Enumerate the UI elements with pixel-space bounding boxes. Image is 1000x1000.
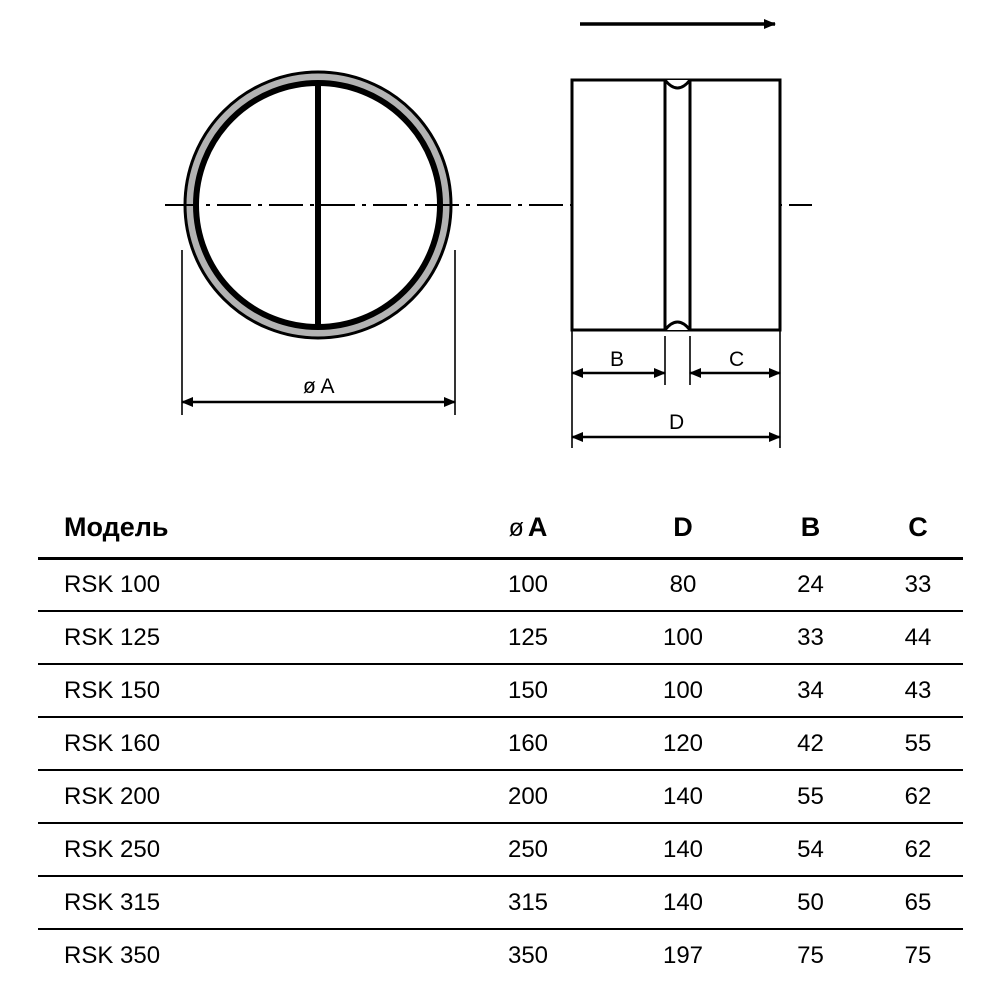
side-view-sleeve bbox=[572, 80, 780, 330]
cell-c: 65 bbox=[873, 876, 963, 929]
cell-a: 100 bbox=[438, 558, 618, 611]
table-header-row bbox=[38, 498, 963, 558]
cell-d: 140 bbox=[618, 876, 748, 929]
cell-a: 125 bbox=[438, 611, 618, 664]
table-row bbox=[38, 876, 963, 929]
cell-a: 150 bbox=[438, 664, 618, 717]
cell-b: 33 bbox=[748, 611, 873, 664]
cell-b: 54 bbox=[748, 823, 873, 876]
diameter-symbol: ø bbox=[508, 513, 524, 542]
cell-model: RSK 100 bbox=[38, 558, 438, 611]
cell-b: 55 bbox=[748, 770, 873, 823]
cell-d: 80 bbox=[618, 558, 748, 611]
label-d: D bbox=[669, 411, 685, 434]
cell-a: 200 bbox=[438, 770, 618, 823]
cell-d: 100 bbox=[618, 611, 748, 664]
specification-table bbox=[38, 498, 963, 982]
column-header-a-letter: A bbox=[527, 511, 548, 542]
label-c: C bbox=[729, 348, 745, 371]
cell-a: 350 bbox=[507, 942, 549, 969]
cell-d: 140 bbox=[618, 770, 748, 823]
cell-d: 120 bbox=[618, 717, 748, 770]
cell-b: 42 bbox=[748, 717, 873, 770]
cell-c: 33 bbox=[873, 558, 963, 611]
cell-a: 160 bbox=[438, 717, 618, 770]
cell-b: 50 bbox=[748, 876, 873, 929]
table-row bbox=[38, 929, 963, 982]
cell-model: RSK 350 bbox=[64, 942, 161, 969]
cell-b: 24 bbox=[748, 558, 873, 611]
table-row bbox=[38, 823, 963, 876]
cell-model: RSK 150 bbox=[38, 664, 438, 717]
table-row bbox=[38, 558, 963, 611]
cell-d: 100 bbox=[618, 664, 748, 717]
cell-a: 315 bbox=[438, 876, 618, 929]
table-row bbox=[38, 611, 963, 664]
cell-c: 62 bbox=[873, 770, 963, 823]
table-row bbox=[38, 717, 963, 770]
cell-b: 34 bbox=[748, 664, 873, 717]
column-header-model: Модель bbox=[38, 498, 438, 558]
cell-c: 44 bbox=[873, 611, 963, 664]
cell-a: 250 bbox=[438, 823, 618, 876]
cell-model: RSK 200 bbox=[38, 770, 438, 823]
technical-drawing bbox=[0, 0, 1000, 470]
cell-b: 75 bbox=[797, 942, 824, 969]
cell-model: RSK 315 bbox=[38, 876, 438, 929]
cell-d: 140 bbox=[618, 823, 748, 876]
cell-c: 55 bbox=[873, 717, 963, 770]
column-header-a bbox=[438, 498, 618, 558]
label-b: B bbox=[610, 348, 625, 371]
cell-model: RSK 160 bbox=[38, 717, 438, 770]
cell-c: 43 bbox=[873, 664, 963, 717]
cell-d: 197 bbox=[662, 942, 704, 969]
table-row bbox=[38, 664, 963, 717]
cell-c: 62 bbox=[873, 823, 963, 876]
cell-model: RSK 250 bbox=[38, 823, 438, 876]
column-header-b: B bbox=[748, 498, 873, 558]
cell-c: 75 bbox=[904, 942, 932, 969]
table-row bbox=[38, 770, 963, 823]
label-diameter-a: ø A bbox=[303, 375, 335, 398]
cell-model: RSK 125 bbox=[38, 611, 438, 664]
column-header-c: C bbox=[873, 498, 963, 558]
column-header-d: D bbox=[618, 498, 748, 558]
